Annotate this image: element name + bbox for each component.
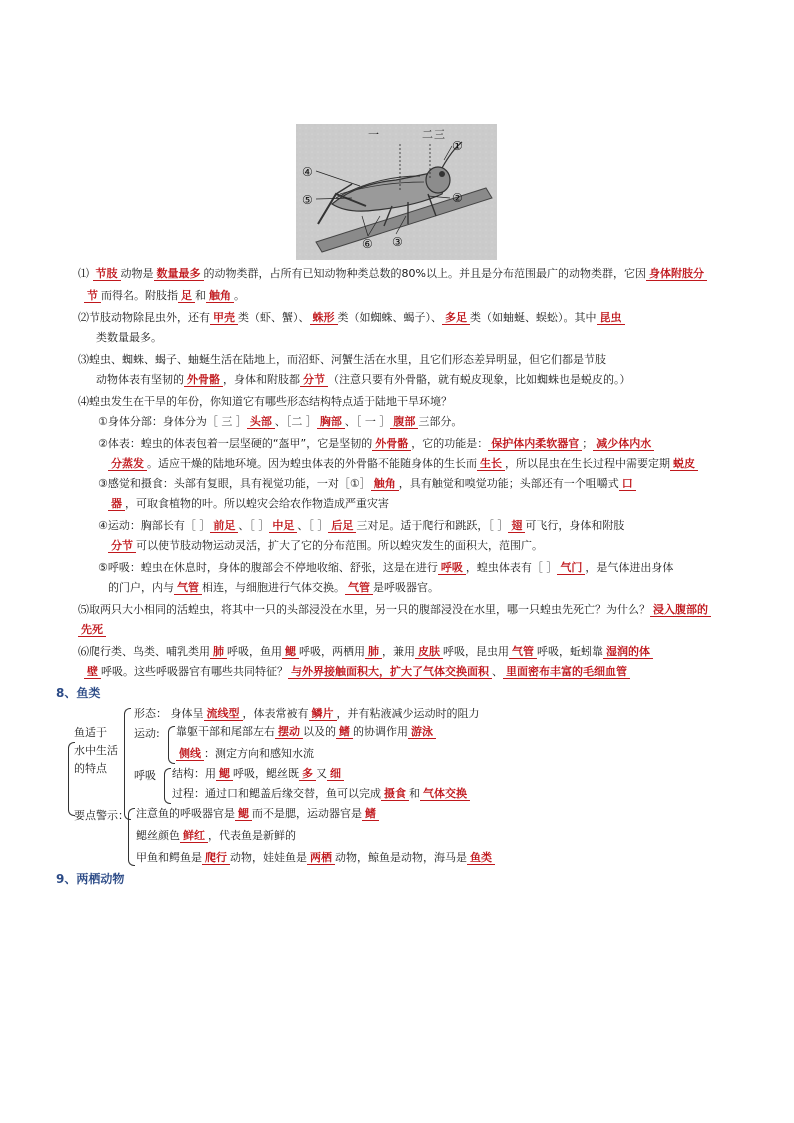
question-text: ，蝗虫体表有［ ］: [465, 561, 558, 574]
answer-blank: 鳃: [216, 767, 233, 781]
answer-blank: 鱼类: [467, 851, 495, 865]
answer-blank: 鳍: [336, 725, 353, 739]
q1-line1: [78, 266, 738, 282]
bracket: [128, 808, 135, 866]
figure-label-c6: ⑥: [362, 237, 373, 251]
fish-key1: [136, 806, 379, 822]
answer-blank: 流线型: [204, 707, 243, 721]
answer-blank: 两栖: [307, 851, 335, 865]
fish-key2: [136, 828, 296, 844]
answer-blank: 细: [327, 767, 344, 781]
q4-item2-line2: [108, 456, 768, 472]
answer-blank: 壁: [84, 665, 101, 679]
question-text: 。: [234, 289, 245, 302]
question-text: ，可取食植物的叶。所以蝗灾会给农作物造成严重灾害: [125, 497, 389, 510]
question-text: 可飞行，身体和附肢: [525, 519, 625, 532]
question-text: 呼吸，鱼用: [227, 645, 282, 658]
q4-intro: [78, 394, 738, 410]
answer-blank: 外骨骼: [184, 373, 223, 387]
answer-blank: 先死: [78, 623, 106, 637]
q4-item1: [98, 414, 758, 430]
question-text: ，具有触觉和嗅觉功能；头部还有一个咀嚼式: [398, 477, 619, 490]
answer-blank: 口: [619, 477, 636, 491]
question-text: 相连，与细胞进行气体交换。: [202, 581, 345, 594]
question-text: ，体表常被有: [242, 707, 309, 720]
fish-move: [176, 724, 436, 740]
bracket: [68, 742, 75, 816]
question-text: 结构：用: [172, 767, 216, 780]
answer-blank: 前足: [210, 519, 238, 533]
fish-breath-process: [172, 786, 470, 802]
question-text: ⑹爬行类、鸟类、哺乳类用: [78, 645, 210, 658]
section-heading-fish: 8、鱼类: [56, 686, 101, 700]
question-text: 甲鱼和鳄鱼是: [136, 851, 202, 864]
q1-line2: [84, 288, 744, 304]
answer-blank: 昆虫: [597, 311, 625, 325]
answer-blank: 鳞片: [309, 707, 337, 721]
question-text: ，是气体进出身体: [585, 561, 674, 574]
figure-label-c1: ①: [452, 139, 463, 153]
question-text: 形态： 身体呈: [134, 707, 204, 720]
question-text: 动物体表有坚韧的: [96, 373, 184, 386]
question-text: 注意鱼的呼吸器官是: [136, 807, 235, 820]
question-text: 类（虾、蟹）、: [238, 311, 310, 324]
question-text: 三对足。适于爬行和跳跃，［ ］: [356, 519, 509, 532]
answer-blank: 鳃: [282, 645, 299, 659]
answer-blank: 触角: [206, 289, 234, 303]
question-text: ⑷蝗虫发生在干旱的年份，你知道它有哪些形态结构特点适于陆地干旱环境？: [78, 395, 452, 408]
fish-root-label: [74, 724, 118, 778]
bracket: [168, 726, 175, 764]
question-text: ④运动：胸部长有［ ］: [98, 519, 211, 532]
question-text: 而得名。附肢指: [101, 289, 178, 302]
question-text: 三部分。: [418, 415, 463, 428]
question-text: 过程：通过口和鳃盖后缘交替，鱼可以完成: [172, 787, 381, 800]
question-text: 和: [195, 289, 206, 302]
question-text: 的门户，内与: [108, 581, 174, 594]
question-text: 呼吸，鳃丝既: [233, 767, 299, 780]
question-text: 动物，娃娃鱼是: [230, 851, 307, 864]
question-text: 动物是: [120, 267, 154, 280]
question-text: ①身体分部：身体分为［ 三 ］: [98, 415, 247, 428]
question-text: 而不是腮，运动器官是: [252, 807, 362, 820]
grasshopper-illustration: [296, 124, 497, 260]
answer-blank: 游泳: [408, 725, 436, 739]
question-text: 鳃丝颜色: [136, 829, 180, 842]
q6-line1: [78, 644, 738, 660]
answer-blank: 蜕皮: [670, 457, 698, 471]
answer-blank: 肺: [365, 645, 382, 659]
question-text: ；: [582, 437, 594, 450]
figure-label-c2: ②: [452, 191, 463, 205]
question-text: 、: [492, 665, 503, 678]
q4-item5-line1: [98, 560, 758, 576]
fish-key3: [136, 850, 495, 866]
bracket: [164, 768, 171, 804]
answer-blank: 触角: [371, 477, 399, 491]
answer-blank: 气管: [509, 645, 537, 659]
answer-blank: 中足: [269, 519, 297, 533]
answer-blank: 鲜红: [180, 829, 208, 843]
answer-blank: 侧线: [176, 747, 204, 761]
q6-line2: [84, 664, 744, 680]
question-text: 是呼吸器官。: [373, 581, 439, 594]
answer-blank: 足: [178, 289, 195, 303]
question-text: ：测定方向和感知水流: [204, 747, 314, 760]
figure-label-c4: ④: [302, 165, 313, 179]
answer-blank: 分节: [300, 373, 328, 387]
section-heading-amphibians: 9、两栖动物: [56, 872, 125, 886]
answer-blank: 浸入腹部的: [650, 603, 711, 617]
question-text: 呼吸，两栖用: [299, 645, 365, 658]
q4-item4-line2: [108, 538, 768, 554]
question-text: ⑸取两只大小相同的活蝗虫，将其中一只的头部浸没在水里，另一只的腹部浸没在水里，哪一只蝗虫先死亡？为什么？: [78, 603, 650, 616]
answer-blank: 皮肤: [415, 645, 443, 659]
question-text: 呼吸，昆虫用: [443, 645, 509, 658]
figure-label-two: 二: [422, 128, 433, 141]
answer-blank: 摄食: [381, 787, 409, 801]
question-text: 类（如蜘蛛、蝎子）、: [337, 311, 442, 324]
question-text: ②体表：蝗虫的体表包着一层坚硬的“盔甲”，它是坚韧的: [98, 437, 373, 450]
answer-blank: 里面密布丰富的毛细血管: [503, 665, 630, 679]
answer-blank: 爬行: [202, 851, 230, 865]
question-text: 动物，鲸鱼是动物，海马是: [335, 851, 467, 864]
fish-breath-structure: [172, 766, 344, 782]
answer-blank: 节肢: [93, 267, 121, 281]
q3-line1: [78, 352, 738, 368]
question-text: ⑶蝗虫、蜘蛛、蝎子、蚰蜒生活在陆地上，而沼虾、河蟹生活在水里，且它们形态差异明显，但它们都是节肢: [78, 353, 606, 366]
answer-blank: 胸部: [317, 415, 345, 429]
question-text: 、［二 ］: [274, 415, 317, 428]
q1-number: ⑴: [78, 267, 89, 280]
question-text: ⑤呼吸：蝗虫在休息时，身体的腹部会不停地收缩、舒张，这是在进行: [98, 561, 438, 574]
q4-item5-line2: [108, 580, 768, 596]
q3-line2: [96, 372, 756, 388]
answer-blank: 数量最多: [154, 267, 204, 281]
figure-label-c3: ③: [392, 235, 403, 249]
answer-blank: 翅: [508, 519, 525, 533]
question-text: 类（如蚰蜒、蜈蚣）。其中: [470, 311, 597, 324]
question-text: 、［ 一 ］: [344, 415, 391, 428]
question-text: （注意只要有外骨骼，就有蜕皮现象，比如蜘蛛也是蜕皮的。）: [328, 373, 631, 386]
answer-blank: 保护体内柔软器官: [488, 437, 582, 451]
answer-blank: 生长: [477, 457, 505, 471]
question-text: 类数量最多。: [96, 331, 162, 344]
q2-line2: [96, 330, 756, 346]
question-text: 、［ ］: [238, 519, 270, 532]
fish-root-line: 的特点: [74, 762, 107, 775]
answer-blank: 腹部: [390, 415, 418, 429]
figure-label-three: 三: [434, 128, 445, 141]
answer-blank: 湿润的体: [603, 645, 653, 659]
grasshopper-figure: [296, 124, 497, 260]
answer-blank: 甲壳: [210, 311, 238, 325]
q4-item2-line1: [98, 436, 758, 452]
answer-blank: 气管: [174, 581, 202, 595]
answer-blank: 与外界接触面积大，扩大了气体交换面积: [288, 665, 492, 679]
q2-line1: [78, 310, 738, 326]
answer-blank: 气体交换: [420, 787, 470, 801]
answer-blank: 器: [108, 497, 125, 511]
q5-line1: [78, 602, 738, 618]
answer-blank: 多足: [442, 311, 470, 325]
answer-blank: 摆动: [275, 725, 303, 739]
q4-item3-line2: [108, 496, 768, 512]
answer-blank: 气门: [557, 561, 585, 575]
answer-blank: 蛛形: [310, 311, 338, 325]
question-text: 靠躯干部和尾部左右: [176, 725, 275, 738]
answer-blank: 节: [84, 289, 101, 303]
question-text: ，代表鱼是新鲜的: [208, 829, 296, 842]
q4-item3-line1: [98, 476, 758, 492]
question-text: 和: [409, 787, 420, 800]
q4-item4-line1: [98, 518, 758, 534]
question-text: ③感觉和摄食：头部有复眼，具有视觉功能，一对［①］: [98, 477, 371, 490]
question-text: 、［ ］: [297, 519, 329, 532]
q5-line2: [78, 622, 738, 638]
question-text: ，身体和附肢都: [223, 373, 300, 386]
question-text: ，所以昆虫在生长过程中需要定期: [505, 457, 670, 470]
question-text: 的动物类群，占所有已知动物种类总数的80%以上。并且是分布范围最广的动物类群，它因: [203, 267, 646, 280]
fish-move-label: 运动:: [134, 727, 160, 740]
answer-blank: 身体附肢分: [646, 267, 707, 281]
answer-blank: 多: [299, 767, 316, 781]
answer-blank: 外骨骼: [372, 437, 411, 451]
answer-blank: 分蒸发: [108, 457, 147, 471]
answer-blank: 呼吸: [438, 561, 466, 575]
question-text: ⑵节肢动物除昆虫外，还有: [78, 311, 210, 324]
answer-blank: 鳃: [235, 807, 252, 821]
question-text: 呼吸。这些呼吸器官有哪些共同特征？: [101, 665, 288, 678]
question-text: ，兼用: [382, 645, 415, 658]
figure-label-one: 一: [368, 128, 379, 141]
answer-blank: 鳍: [362, 807, 379, 821]
answer-blank: 分节: [108, 539, 136, 553]
fish-key-label: 要点警示：: [74, 809, 129, 822]
question-text: 又: [316, 767, 327, 780]
fish-root-line: 水中生活: [74, 744, 118, 757]
question-text: 可以使节肢动物运动灵活，扩大了它的分布范围。所以蝗灾发生的面积大，范围广。: [136, 539, 543, 552]
answer-blank: 气管: [345, 581, 373, 595]
answer-blank: 头部: [247, 415, 275, 429]
figure-label-c5: ⑤: [302, 193, 313, 207]
question-text: ，并有粘液减少运动时的阻力: [336, 707, 480, 720]
fish-lateral-line: [176, 746, 314, 762]
question-text: 的协调作用: [353, 725, 408, 738]
question-text: 。适应干燥的陆地环境。因为蝗虫体表的外骨骼不能随身体的生长而: [147, 457, 477, 470]
fish-breath-label: 呼吸: [134, 769, 156, 782]
fish-root-line: 鱼适于: [74, 726, 107, 739]
question-text: ，它的功能是：: [411, 437, 489, 450]
answer-blank: 后足: [328, 519, 356, 533]
bracket: [124, 708, 131, 820]
fish-form: [134, 706, 480, 722]
question-text: 呼吸，蚯蚓靠: [537, 645, 603, 658]
answer-blank: 肺: [210, 645, 227, 659]
answer-blank: 减少体内水: [593, 437, 654, 451]
question-text: 以及的: [303, 725, 336, 738]
